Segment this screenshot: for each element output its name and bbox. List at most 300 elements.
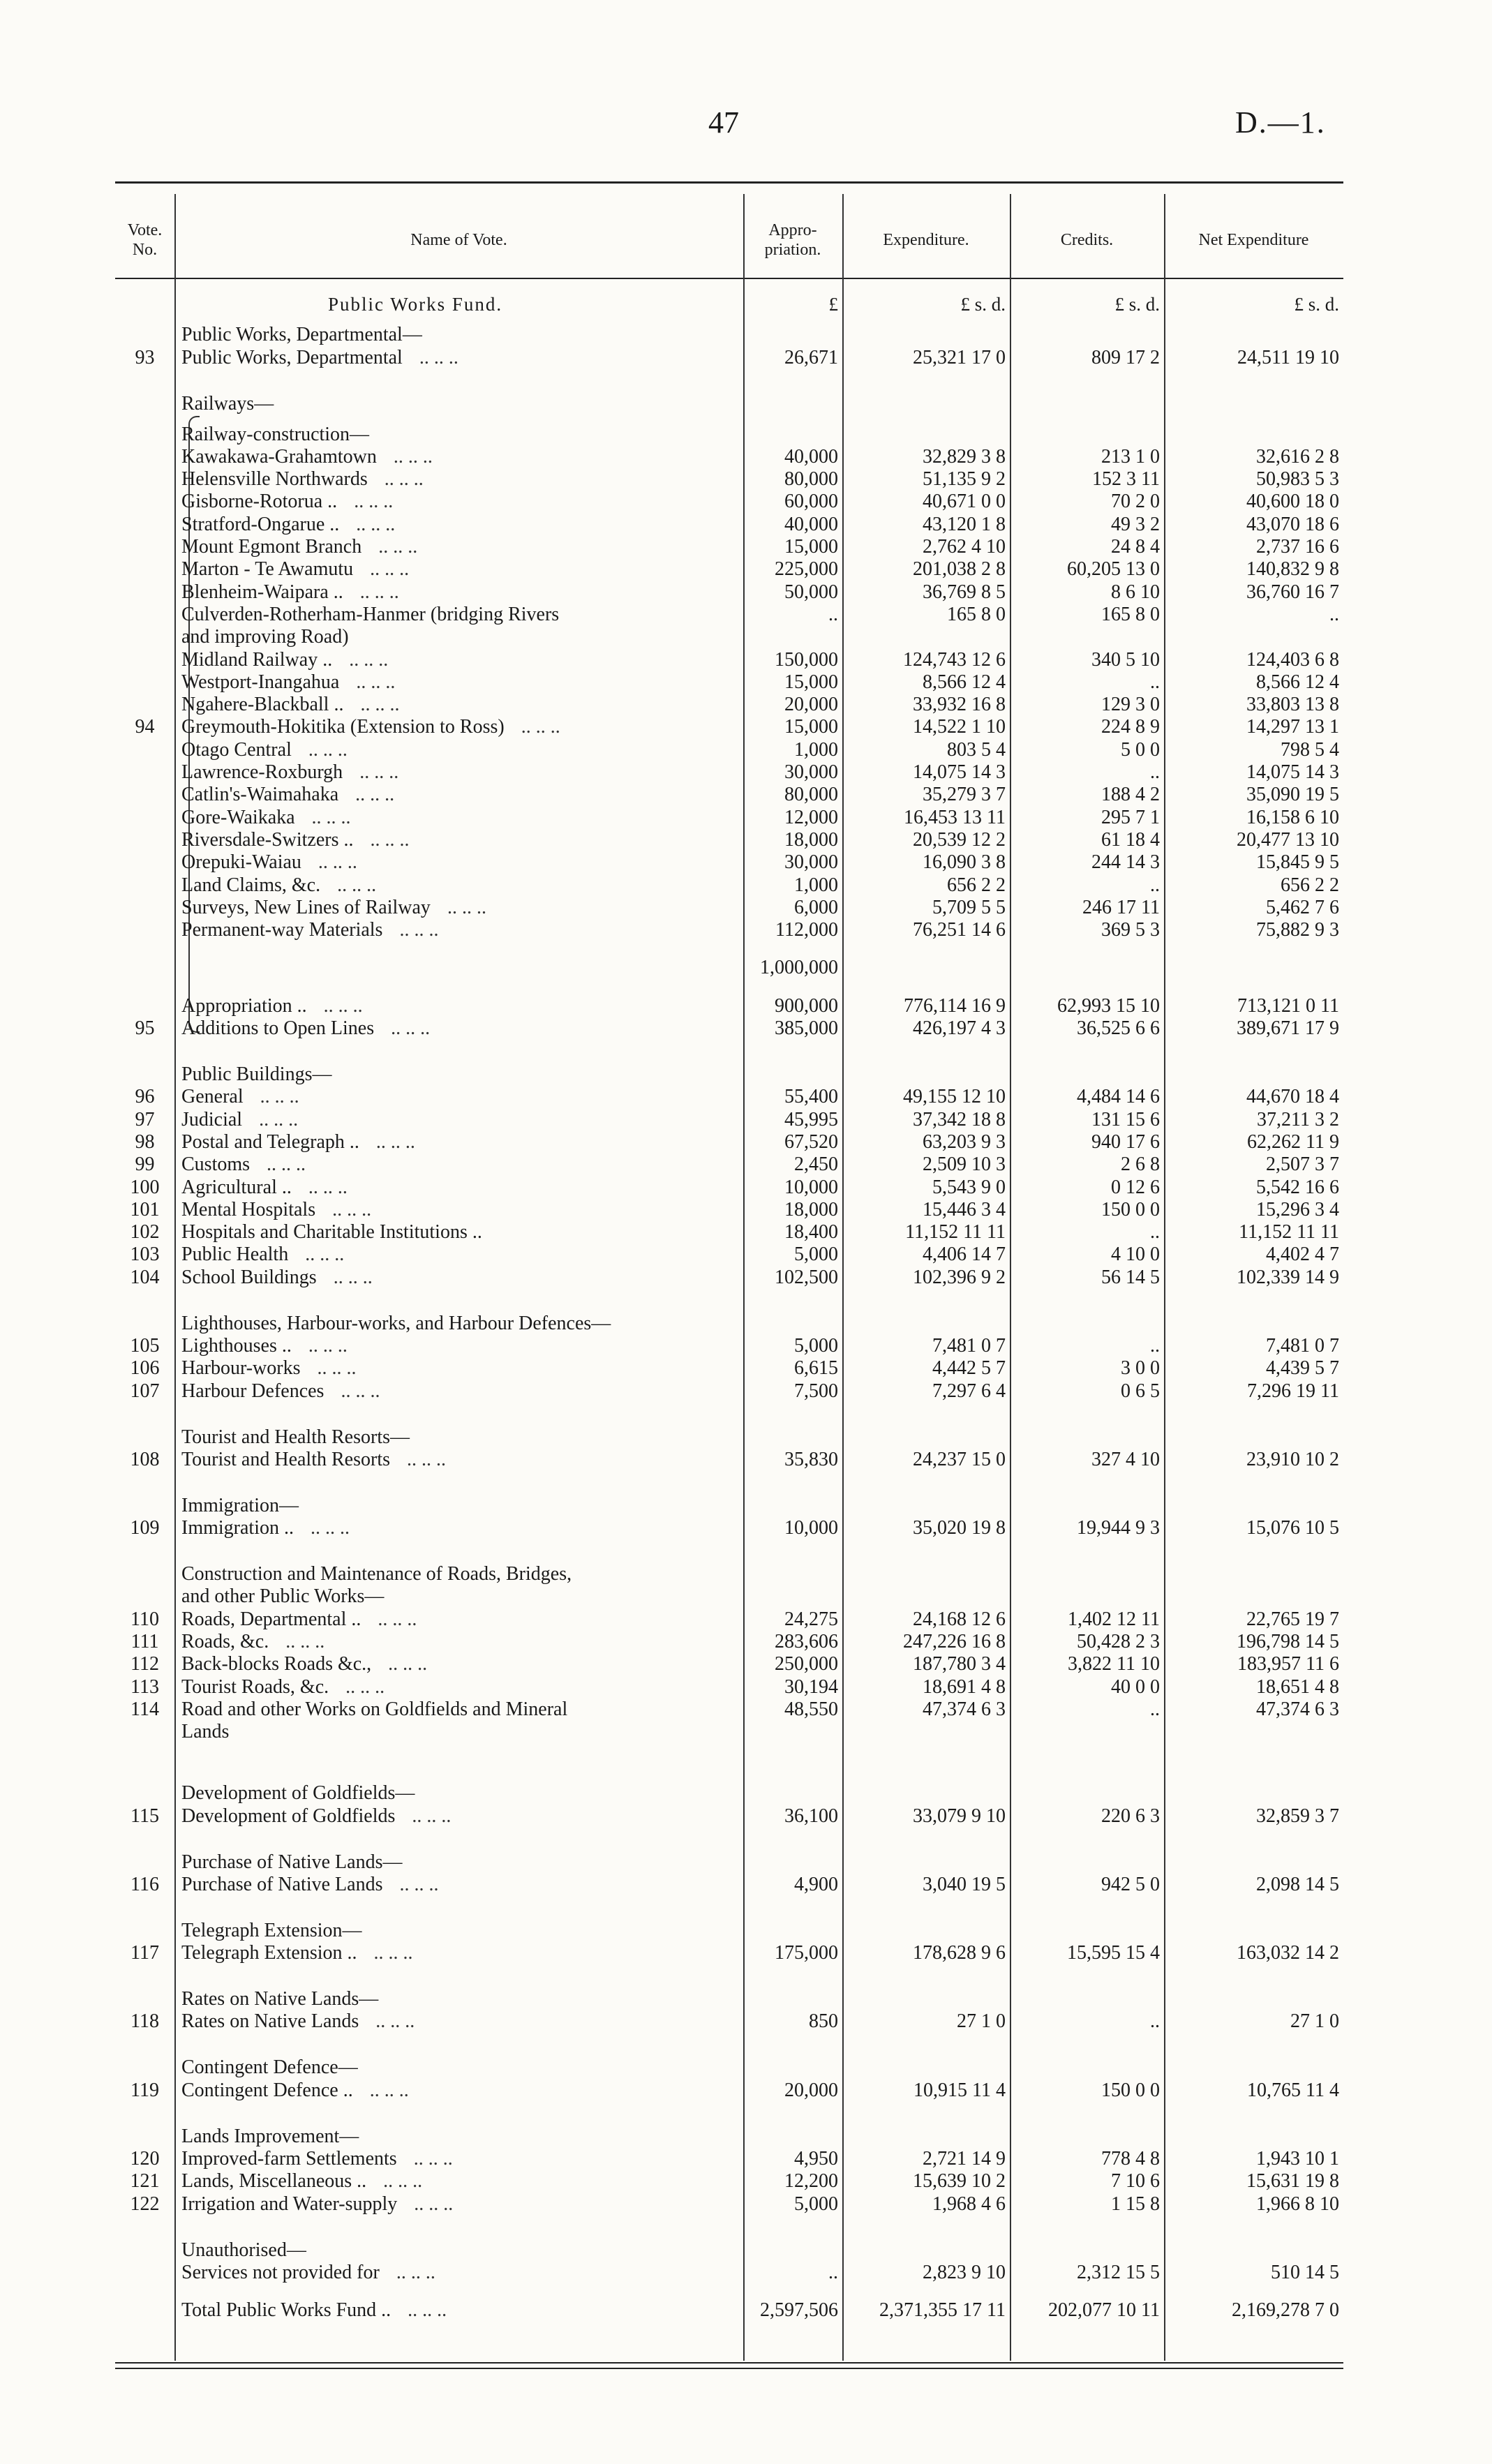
vote-name: Railway-construction— — [181, 423, 370, 445]
net-expenditure-cell: 24,511 19 10 — [1237, 346, 1339, 368]
vote-number: 95 — [135, 1017, 155, 1040]
net-expenditure-cell: 2,737 16 6 — [1256, 536, 1339, 558]
vote-name — [174, 716, 743, 738]
credits-cell: 0 6 5 — [1121, 1380, 1160, 1402]
net-expenditure-cell — [1164, 1980, 1343, 2010]
vote-number — [115, 1304, 174, 1335]
net-expenditure-cell: 44,670 18 4 — [1246, 1086, 1339, 1108]
net-expenditure-cell: 47,374 6 3 — [1256, 1698, 1339, 1720]
vote-name-text: General — [181, 1086, 244, 1108]
expenditure-cell: 7,481 0 7 — [932, 1334, 1006, 1357]
net-expenditure-cell: 36,760 16 7 — [1246, 581, 1339, 603]
table-row — [115, 1874, 1343, 1896]
vote-number: 111 — [130, 1631, 159, 1653]
vote-number — [115, 2048, 174, 2079]
table-row — [115, 738, 1343, 761]
vote-name-text: Westport-Inangahua — [181, 671, 340, 693]
appropriation-cell: 250,000 — [775, 1653, 838, 1675]
vote-number — [115, 1486, 174, 1517]
vote-name — [174, 1176, 743, 1198]
vote-name-text: Mount Egmont Branch — [181, 536, 362, 558]
expenditure-cell: 35,020 19 8 — [913, 1517, 1006, 1539]
net-expenditure-cell: 15,631 19 8 — [1246, 2170, 1339, 2193]
dot-leader: .. .. .. — [317, 1357, 357, 1380]
table-row — [115, 536, 1343, 558]
table-row — [115, 468, 1343, 491]
dot-leader: .. .. .. — [373, 1942, 413, 1964]
vote-number — [115, 1774, 174, 1805]
vote-name — [174, 1874, 743, 1896]
vote-name — [174, 2010, 743, 2033]
net-expenditure-cell — [1164, 415, 1343, 446]
vote-number — [115, 1555, 174, 1585]
vote-name — [174, 1653, 743, 1675]
vote-name — [174, 897, 743, 919]
appropriation-cell: 60,000 — [784, 491, 838, 513]
appropriation-cell: 40,000 — [784, 445, 838, 468]
vote-name-text: Kawakawa-Grahamtown — [181, 445, 377, 468]
vote-number — [115, 581, 174, 603]
vote-number — [115, 829, 174, 851]
net-expenditure-cell: 163,032 14 2 — [1237, 1942, 1339, 1964]
expenditure-cell: 165 8 0 — [947, 603, 1006, 625]
expenditure-cell: 24,237 15 0 — [913, 1448, 1006, 1470]
vote-name — [174, 491, 743, 513]
votes-table — [115, 293, 1343, 2322]
appropriation-cell — [743, 1555, 842, 1585]
vote-name — [174, 2148, 743, 2170]
vote-name: Construction and Maintenance of Roads, Bridges, — [181, 1563, 572, 1585]
table-row — [115, 1199, 1343, 1221]
expenditure-cell: 27 1 0 — [957, 2010, 1006, 2033]
net-expenditure-cell: 15,845 9 5 — [1256, 851, 1339, 874]
vote-number — [115, 415, 174, 446]
vote-name-text: Improved-farm Settlements — [181, 2148, 397, 2170]
credits-cell: 244 14 3 — [1091, 851, 1160, 874]
table-row — [115, 2079, 1343, 2101]
vote-name: Public Buildings— — [181, 1063, 332, 1086]
vote-name — [174, 581, 743, 603]
table-row — [115, 671, 1343, 694]
expenditure-cell: 33,932 16 8 — [913, 694, 1006, 716]
vote-number — [115, 874, 174, 896]
credits-cell: 56 14 5 — [1101, 1266, 1160, 1288]
section-heading-row — [115, 1486, 1343, 1517]
section-heading-row — [115, 1304, 1343, 1335]
net-expenditure-cell — [1164, 1486, 1343, 1517]
appropriation-cell: 12,000 — [784, 806, 838, 828]
appropriation-cell: 283,606 — [775, 1631, 838, 1653]
net-expenditure-cell — [1164, 2117, 1343, 2148]
expenditure-cell — [842, 1843, 1010, 1874]
vote-name — [174, 2262, 743, 2284]
dot-leader: .. .. .. — [521, 716, 560, 738]
vote-number — [115, 1980, 174, 2010]
expenditure-cell: 7,297 6 4 — [932, 1380, 1006, 1402]
bottom-rule-1 — [115, 2362, 1343, 2364]
vote-name-text: Purchase of Native Lands — [181, 1873, 383, 1895]
table-row — [115, 994, 1343, 1017]
expenditure-cell: 178,628 9 6 — [913, 1942, 1006, 1964]
vote-name — [174, 761, 743, 784]
credits-cell: 3,822 11 10 — [1068, 1653, 1160, 1675]
credits-cell — [1010, 1555, 1164, 1585]
vote-name — [174, 851, 743, 874]
col-header-name: Name of Vote. — [410, 231, 507, 249]
table-row — [115, 1608, 1343, 1630]
vote-number — [115, 446, 174, 468]
net-expenditure-cell: 27 1 0 — [1290, 2010, 1339, 2033]
credits-cell: 131 15 6 — [1091, 1108, 1160, 1130]
dot-leader: .. .. .. — [388, 1653, 428, 1675]
table-row — [115, 446, 1343, 468]
credits-cell: 340 5 10 — [1091, 648, 1160, 671]
appropriation-cell: 175,000 — [775, 1942, 838, 1964]
vote-number — [115, 784, 174, 806]
net-expenditure-cell: 1,966 8 10 — [1256, 2193, 1339, 2215]
vote-name-text: Permanent-way Materials — [181, 919, 383, 941]
vote-name — [174, 1631, 743, 1653]
appropriation-cell — [743, 2231, 842, 2262]
appropriation-cell: 15,000 — [784, 536, 838, 558]
vote-number — [115, 1418, 174, 1449]
vote-name-text: Agricultural .. — [181, 1176, 292, 1198]
credits-cell: 3 0 0 — [1121, 1357, 1160, 1380]
vote-name — [174, 738, 743, 761]
dot-leader: .. .. .. — [285, 1631, 325, 1653]
net-expenditure-cell — [1164, 1304, 1343, 1335]
credits-cell: 188 4 2 — [1101, 784, 1160, 806]
vote-name — [174, 1199, 743, 1221]
dot-leader: .. .. .. — [260, 1086, 299, 1108]
credits-cell: .. — [1150, 1334, 1160, 1357]
vote-name — [174, 1017, 743, 1040]
credits-cell: 213 1 0 — [1101, 445, 1160, 468]
appropriation-cell: 30,000 — [784, 761, 838, 784]
net-expenditure-cell: 43,070 18 6 — [1246, 513, 1339, 535]
vote-name — [174, 694, 743, 716]
credits-cell: 8 6 10 — [1111, 581, 1160, 603]
vote-number — [115, 1911, 174, 1942]
expenditure-cell — [842, 1774, 1010, 1805]
expenditure-cell: 16,453 13 11 — [904, 806, 1006, 828]
vote-number — [115, 1585, 174, 1608]
net-expenditure-cell: 656 2 2 — [1281, 874, 1339, 896]
col-header-expenditure: Expenditure. — [883, 231, 969, 249]
net-expenditure-cell: 5,462 7 6 — [1266, 896, 1339, 918]
appropriation-cell — [743, 1418, 842, 1449]
dot-leader: .. .. .. — [370, 558, 410, 581]
net-expenditure-cell: 5,542 16 6 — [1256, 1176, 1339, 1198]
net-expenditure-cell: 102,339 14 9 — [1237, 1266, 1339, 1288]
table-row — [115, 1517, 1343, 1539]
vote-number: 109 — [130, 1517, 160, 1539]
vote-name-text: Harbour-works — [181, 1357, 301, 1380]
vote-name — [174, 829, 743, 851]
vote-number — [115, 994, 174, 1017]
vote-number — [115, 897, 174, 919]
net-expenditure-cell — [1164, 1585, 1343, 1608]
net-expenditure-cell: 389,671 17 9 — [1237, 1017, 1339, 1040]
credits-cell: 224 8 9 — [1101, 716, 1160, 738]
table-row — [115, 648, 1343, 671]
vote-number: 96 — [135, 1086, 155, 1108]
vote-number — [115, 558, 174, 581]
expenditure-cell — [842, 957, 1010, 979]
expenditure-cell: 2,371,355 17 11 — [879, 2299, 1006, 2322]
section-heading-row — [115, 315, 1343, 346]
vote-number — [115, 384, 174, 415]
expenditure-cell: 2,762 4 10 — [923, 536, 1006, 558]
vote-number — [115, 604, 174, 626]
credits-cell — [1010, 384, 1164, 415]
credits-cell: 809 17 2 — [1091, 346, 1160, 368]
table-row — [115, 761, 1343, 784]
expenditure-cell — [842, 1304, 1010, 1335]
table-row — [115, 806, 1343, 828]
appropriation-cell: 24,275 — [784, 1608, 838, 1630]
top-rule — [115, 181, 1343, 184]
net-expenditure-cell: 22,765 19 7 — [1246, 1608, 1339, 1630]
table-row — [115, 1176, 1343, 1198]
vote-name-text: Postal and Telegraph .. — [181, 1130, 359, 1153]
expenditure-cell — [842, 2231, 1010, 2262]
credits-cell: 2,312 15 5 — [1077, 2261, 1160, 2283]
vote-name-text: Public Health — [181, 1244, 289, 1266]
appropriation-cell: 900,000 — [775, 994, 838, 1017]
credits-cell: 40 0 0 — [1111, 1675, 1160, 1698]
credits-cell: 70 2 0 — [1111, 491, 1160, 513]
expenditure-cell: 36,769 8 5 — [923, 581, 1006, 603]
vote-name — [174, 1108, 743, 1130]
vote-name-text: Catlin's-Waimahaka — [181, 784, 339, 806]
credits-cell: 778 4 8 — [1101, 2148, 1160, 2170]
vote-name: Telegraph Extension— — [181, 1919, 362, 1941]
appropriation-cell — [743, 1721, 842, 1743]
expenditure-cell: 201,038 2 8 — [913, 558, 1006, 581]
vote-name: Immigration— — [181, 1494, 299, 1516]
credits-cell: 60,205 13 0 — [1067, 558, 1160, 581]
appropriation-cell: 18,000 — [784, 828, 838, 851]
vote-number — [115, 2299, 174, 2322]
vote-name: and other Public Works— — [181, 1585, 385, 1608]
appropriation-cell: 18,400 — [784, 1221, 838, 1244]
table-row — [115, 919, 1343, 941]
vote-name-text: Public Works, Departmental — [181, 346, 403, 368]
vote-number: 116 — [130, 1873, 159, 1895]
section-heading-row — [115, 384, 1343, 415]
expenditure-cell: 2,509 10 3 — [923, 1153, 1006, 1176]
table-row — [115, 1721, 1343, 1743]
vote-name — [174, 806, 743, 828]
net-expenditure-cell: 196,798 14 5 — [1237, 1631, 1339, 1653]
dot-leader: .. .. .. — [393, 445, 433, 468]
appropriation-cell: 10,000 — [784, 1176, 838, 1198]
section-heading-row — [115, 1911, 1343, 1942]
dot-leader: .. .. .. — [308, 1334, 348, 1357]
spacer-row — [115, 1743, 1343, 1759]
vote-number — [115, 957, 174, 979]
credits-cell: 150 0 0 — [1101, 1198, 1160, 1220]
net-expenditure-cell: 18,651 4 8 — [1256, 1675, 1339, 1698]
vote-name-text: Roads, Departmental .. — [181, 1608, 361, 1630]
dot-leader: .. .. .. — [413, 2148, 453, 2170]
table-row — [115, 1221, 1343, 1244]
expenditure-cell: 1,968 4 6 — [932, 2193, 1006, 2215]
unit-credits: £ s. d. — [1114, 294, 1160, 315]
credits-cell: 220 6 3 — [1101, 1805, 1160, 1827]
dot-leader: .. .. .. — [259, 1108, 299, 1130]
appropriation-cell: 112,000 — [775, 919, 838, 941]
expenditure-cell: 76,251 14 6 — [913, 919, 1006, 941]
section-heading-row — [115, 1843, 1343, 1874]
vote-number: 115 — [130, 1805, 159, 1827]
net-expenditure-cell: 183,957 11 6 — [1237, 1653, 1339, 1675]
vote-name-text: Services not provided for — [181, 2261, 380, 2283]
credits-cell — [1010, 1418, 1164, 1449]
total-row — [115, 2299, 1343, 2322]
expenditure-cell: 35,279 3 7 — [923, 784, 1006, 806]
dot-leader: .. .. .. — [447, 896, 486, 918]
net-expenditure-cell — [1164, 626, 1343, 648]
header-rule — [115, 278, 1343, 279]
vote-number: 93 — [135, 346, 155, 368]
vote-name: Unauthorised— — [181, 2239, 306, 2261]
net-expenditure-cell: 32,616 2 8 — [1256, 445, 1339, 468]
credits-cell: 150 0 0 — [1101, 2079, 1160, 2101]
net-expenditure-cell: 8,566 12 4 — [1256, 671, 1339, 693]
credits-cell: 50,428 2 3 — [1077, 1631, 1160, 1653]
dot-leader: .. .. .. — [323, 994, 363, 1017]
net-expenditure-cell — [1164, 1774, 1343, 1805]
fund-title: Public Works Fund. — [328, 294, 503, 315]
credits-cell — [1010, 1486, 1164, 1517]
vote-name — [174, 957, 743, 979]
dot-leader: .. .. .. — [359, 761, 399, 784]
expenditure-cell: 63,203 9 3 — [923, 1130, 1006, 1153]
appropriation-cell: 48,550 — [784, 1698, 838, 1720]
vote-name-text: Midland Railway .. — [181, 648, 333, 671]
vote-name: Tourist and Health Resorts— — [181, 1426, 410, 1448]
vote-number: 105 — [130, 1334, 160, 1357]
credits-cell: 165 8 0 — [1101, 603, 1160, 625]
vote-number: 99 — [135, 1153, 155, 1176]
net-expenditure-cell: 10,765 11 4 — [1247, 2079, 1339, 2101]
appropriation-cell — [743, 384, 842, 415]
expenditure-cell — [842, 2048, 1010, 2079]
vote-name: Lighthouses, Harbour-works, and Harbour Defences— — [181, 1312, 611, 1334]
vote-number — [115, 761, 174, 784]
expenditure-cell: 43,120 1 8 — [923, 513, 1006, 535]
dot-leader: .. .. .. — [337, 874, 377, 896]
vote-name-text: Development of Goldfields — [181, 1805, 396, 1827]
appropriation-cell — [743, 415, 842, 446]
vote-number — [115, 513, 174, 535]
vote-name — [174, 1357, 743, 1380]
expenditure-cell: 776,114 16 9 — [904, 994, 1006, 1017]
dot-leader: .. .. .. — [408, 2299, 447, 2322]
appropriation-cell: 5,000 — [794, 1244, 838, 1266]
dot-leader: .. .. .. — [308, 738, 348, 761]
vote-name-text: Tourist Roads, &c. — [181, 1675, 329, 1698]
vote-number: 98 — [135, 1130, 155, 1153]
vote-number — [115, 1055, 174, 1086]
credits-cell: 2 6 8 — [1121, 1153, 1160, 1176]
dot-leader: .. .. .. — [384, 468, 424, 491]
expenditure-cell: 15,639 10 2 — [913, 2170, 1006, 2193]
appropriation-cell: 35,830 — [784, 1448, 838, 1470]
table-row — [115, 2262, 1343, 2284]
vote-name: Hospitals and Charitable Institutions .. — [181, 1221, 482, 1244]
vote-name: Railways— — [181, 392, 274, 415]
credits-cell: 1,402 12 11 — [1068, 1608, 1160, 1630]
net-expenditure-cell: 2,098 14 5 — [1256, 1873, 1339, 1895]
credits-cell: 152 3 11 — [1092, 468, 1160, 491]
credits-cell: 49 3 2 — [1111, 513, 1160, 535]
vote-name: Road and other Works on Goldfields and Mineral — [181, 1698, 568, 1720]
expenditure-cell: 24,168 12 6 — [913, 1608, 1006, 1630]
dot-leader: .. .. .. — [267, 1153, 306, 1176]
document-reference: D.—1. — [1235, 105, 1326, 140]
vote-name-text: Back-blocks Roads &c., — [181, 1653, 372, 1675]
appropriation-cell: 18,000 — [784, 1198, 838, 1220]
vote-name-text: Helensville Northwards — [181, 468, 368, 491]
table-row — [115, 874, 1343, 896]
expenditure-cell: 8,566 12 4 — [923, 671, 1006, 693]
table-row — [115, 1266, 1343, 1288]
vote-name: Lands Improvement— — [181, 2125, 359, 2147]
net-expenditure-cell: 37,211 3 2 — [1257, 1108, 1339, 1130]
vote-number — [115, 738, 174, 761]
vote-number: 117 — [130, 1942, 159, 1964]
dot-leader: .. .. .. — [370, 828, 410, 851]
vote-number: 112 — [130, 1653, 159, 1675]
appropriation-cell: 1,000,000 — [760, 957, 838, 979]
vote-name: Public Works, Departmental— — [181, 324, 422, 346]
table-row — [115, 2010, 1343, 2033]
vote-name-text: School Buildings — [181, 1266, 317, 1288]
vote-number — [115, 491, 174, 513]
dot-leader: .. .. .. — [412, 1805, 452, 1827]
appropriation-cell: 55,400 — [784, 1086, 838, 1108]
dot-leader: .. .. .. — [311, 806, 351, 828]
vote-name — [174, 1335, 743, 1357]
expenditure-cell: 426,197 4 3 — [913, 1017, 1006, 1040]
appropriation-cell: 45,995 — [784, 1108, 838, 1130]
net-expenditure-cell: 798 5 4 — [1281, 738, 1339, 761]
net-expenditure-cell — [1164, 1911, 1343, 1942]
vote-name — [174, 671, 743, 694]
vote-name-text: Appropriation .. — [181, 994, 307, 1017]
vote-name: Culverden-Rotherham-Hanmer (bridging Rivers — [181, 603, 560, 625]
expenditure-cell: 4,442 5 7 — [932, 1357, 1006, 1380]
net-expenditure-cell: 2,507 3 7 — [1266, 1153, 1339, 1176]
vote-name-text: Harbour Defences — [181, 1380, 324, 1402]
vote-number: 119 — [130, 2079, 159, 2101]
vote-name — [174, 558, 743, 581]
net-expenditure-cell: 713,121 0 11 — [1237, 994, 1339, 1017]
unit-appropriation: £ — [828, 294, 838, 315]
vote-name-text: Rates on Native Lands — [181, 2010, 359, 2033]
appropriation-cell: 850 — [809, 2010, 838, 2033]
dot-leader: .. .. .. — [308, 1176, 348, 1198]
spacer-row — [115, 979, 1343, 994]
table-row — [115, 851, 1343, 874]
net-expenditure-cell — [1164, 1555, 1343, 1585]
appropriation-cell: 30,000 — [784, 851, 838, 874]
table-row — [115, 1017, 1343, 1040]
table-row — [115, 604, 1343, 626]
